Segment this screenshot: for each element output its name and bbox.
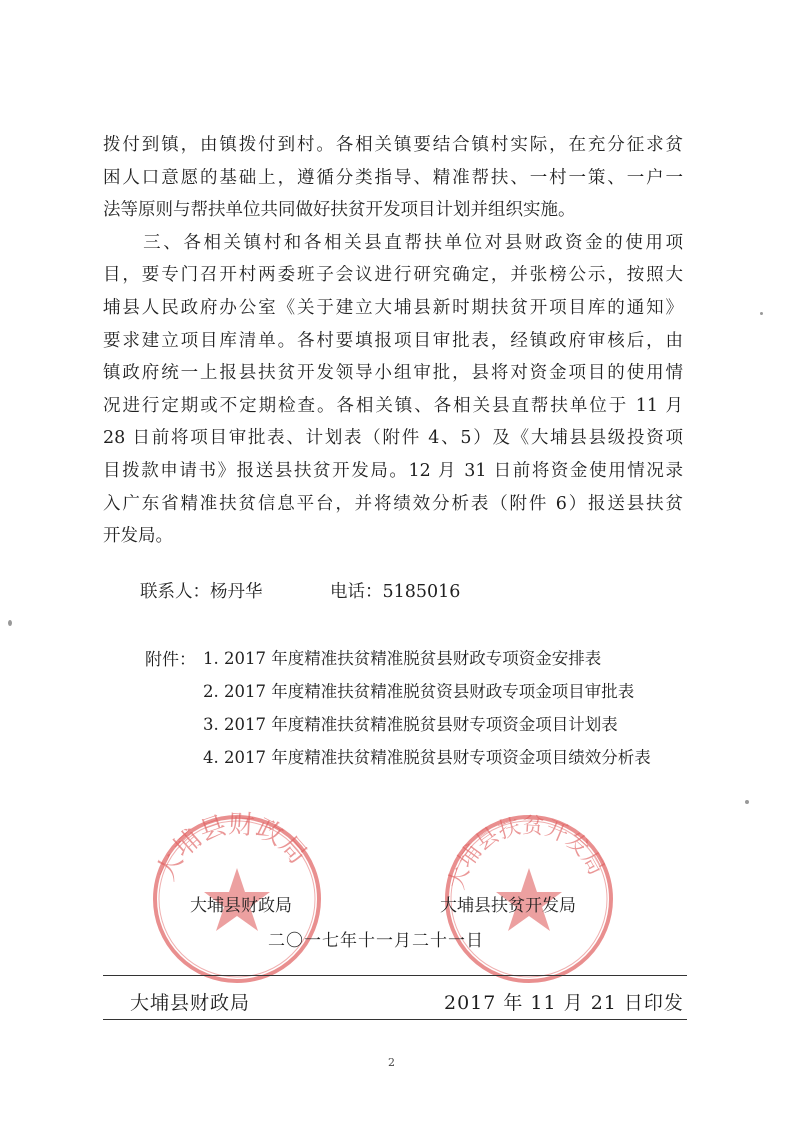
body-line: 目拨款申请书》报送县扶贫开发局。12 月 31 日前将资金使用情况录: [103, 461, 683, 481]
body-line: 开发局。: [103, 526, 173, 547]
body-line: 入广东省精准扶贫信息平台，并将绩效分析表（附件 6）报送县扶贫: [103, 493, 683, 514]
footer-issue-date: 2017 年 11 月 21 日印发: [444, 992, 684, 1014]
attachments-label: 附件：: [145, 650, 196, 670]
scan-speck: [760, 312, 763, 315]
footer-bottom-rule: [103, 1019, 687, 1020]
footer-issuer: 大埔县财政局: [130, 992, 251, 1014]
body-line: 埔县人民政府办公室《关于建立大埔县新时期扶贫开项目库的通知》: [103, 298, 683, 318]
page-number: 2: [388, 1056, 395, 1069]
attachment-item-3: 3. 2017 年度精准扶贫精准脱贫县财专项资金项目计划表: [203, 715, 618, 734]
signature-date: 二〇一七年十一月二十一日: [268, 931, 484, 951]
body-line: 28 日前将项目审批表、计划表（附件 4、5）及《大埔县县级投资项: [103, 428, 683, 449]
signature-org-1: 大埔县财政局: [190, 896, 292, 916]
svg-text:大埔县财政局: [151, 810, 312, 885]
attachment-item-4: 4. 2017 年度精准扶贫精准脱贫县财专项资金项目绩效分析表: [203, 748, 651, 767]
seal-2-text: 大埔县扶贫开发局: [444, 813, 609, 893]
footer-top-rule: [103, 975, 687, 976]
attachment-item-1: 1. 2017 年度精准扶贫精准脱贫县财政专项资金安排表: [203, 649, 602, 668]
attachment-item-2: 2. 2017 年度精准扶贫精准脱贫资县财政专项金项目审批表: [203, 682, 635, 701]
body-line: 况进行定期或不定期检查。各相关镇、各相关县直帮扶单位于 11 月: [103, 395, 683, 416]
body-line: 目，要专门召开村两委班子会议进行研究确定，并张榜公示，按照大: [103, 265, 683, 286]
scan-speck: [8, 620, 12, 626]
body-line: 困人口意愿的基础上，遵循分类指导、精准帮扶、一村一策、一户一: [103, 167, 683, 188]
signature-org-2: 大埔县扶贫开发局: [440, 896, 576, 916]
contact-person: 联系人：杨丹华: [140, 582, 263, 602]
body-line: 法等原则与帮扶单位共同做好扶贫开发项目计划并组织实施。: [103, 200, 576, 221]
body-line: 要求建立项目库清单。各村要填报项目审批表，经镇政府审核后，由: [103, 330, 683, 351]
scan-speck: [745, 800, 749, 804]
body-line: 拨付到镇，由镇拨付到村。各相关镇要结合镇村实际，在充分征求贫: [103, 135, 683, 155]
contact-phone: 电话：5185016: [330, 582, 461, 602]
body-line: 镇政府统一上报县扶贫开发领导小组审批，县将对资金项目的使用情: [103, 363, 683, 384]
body-line: 三、各相关镇村和各相关县直帮扶单位对县财政资金的使用项: [103, 232, 683, 253]
seal-1-text: 大埔县财政局: [151, 810, 313, 886]
